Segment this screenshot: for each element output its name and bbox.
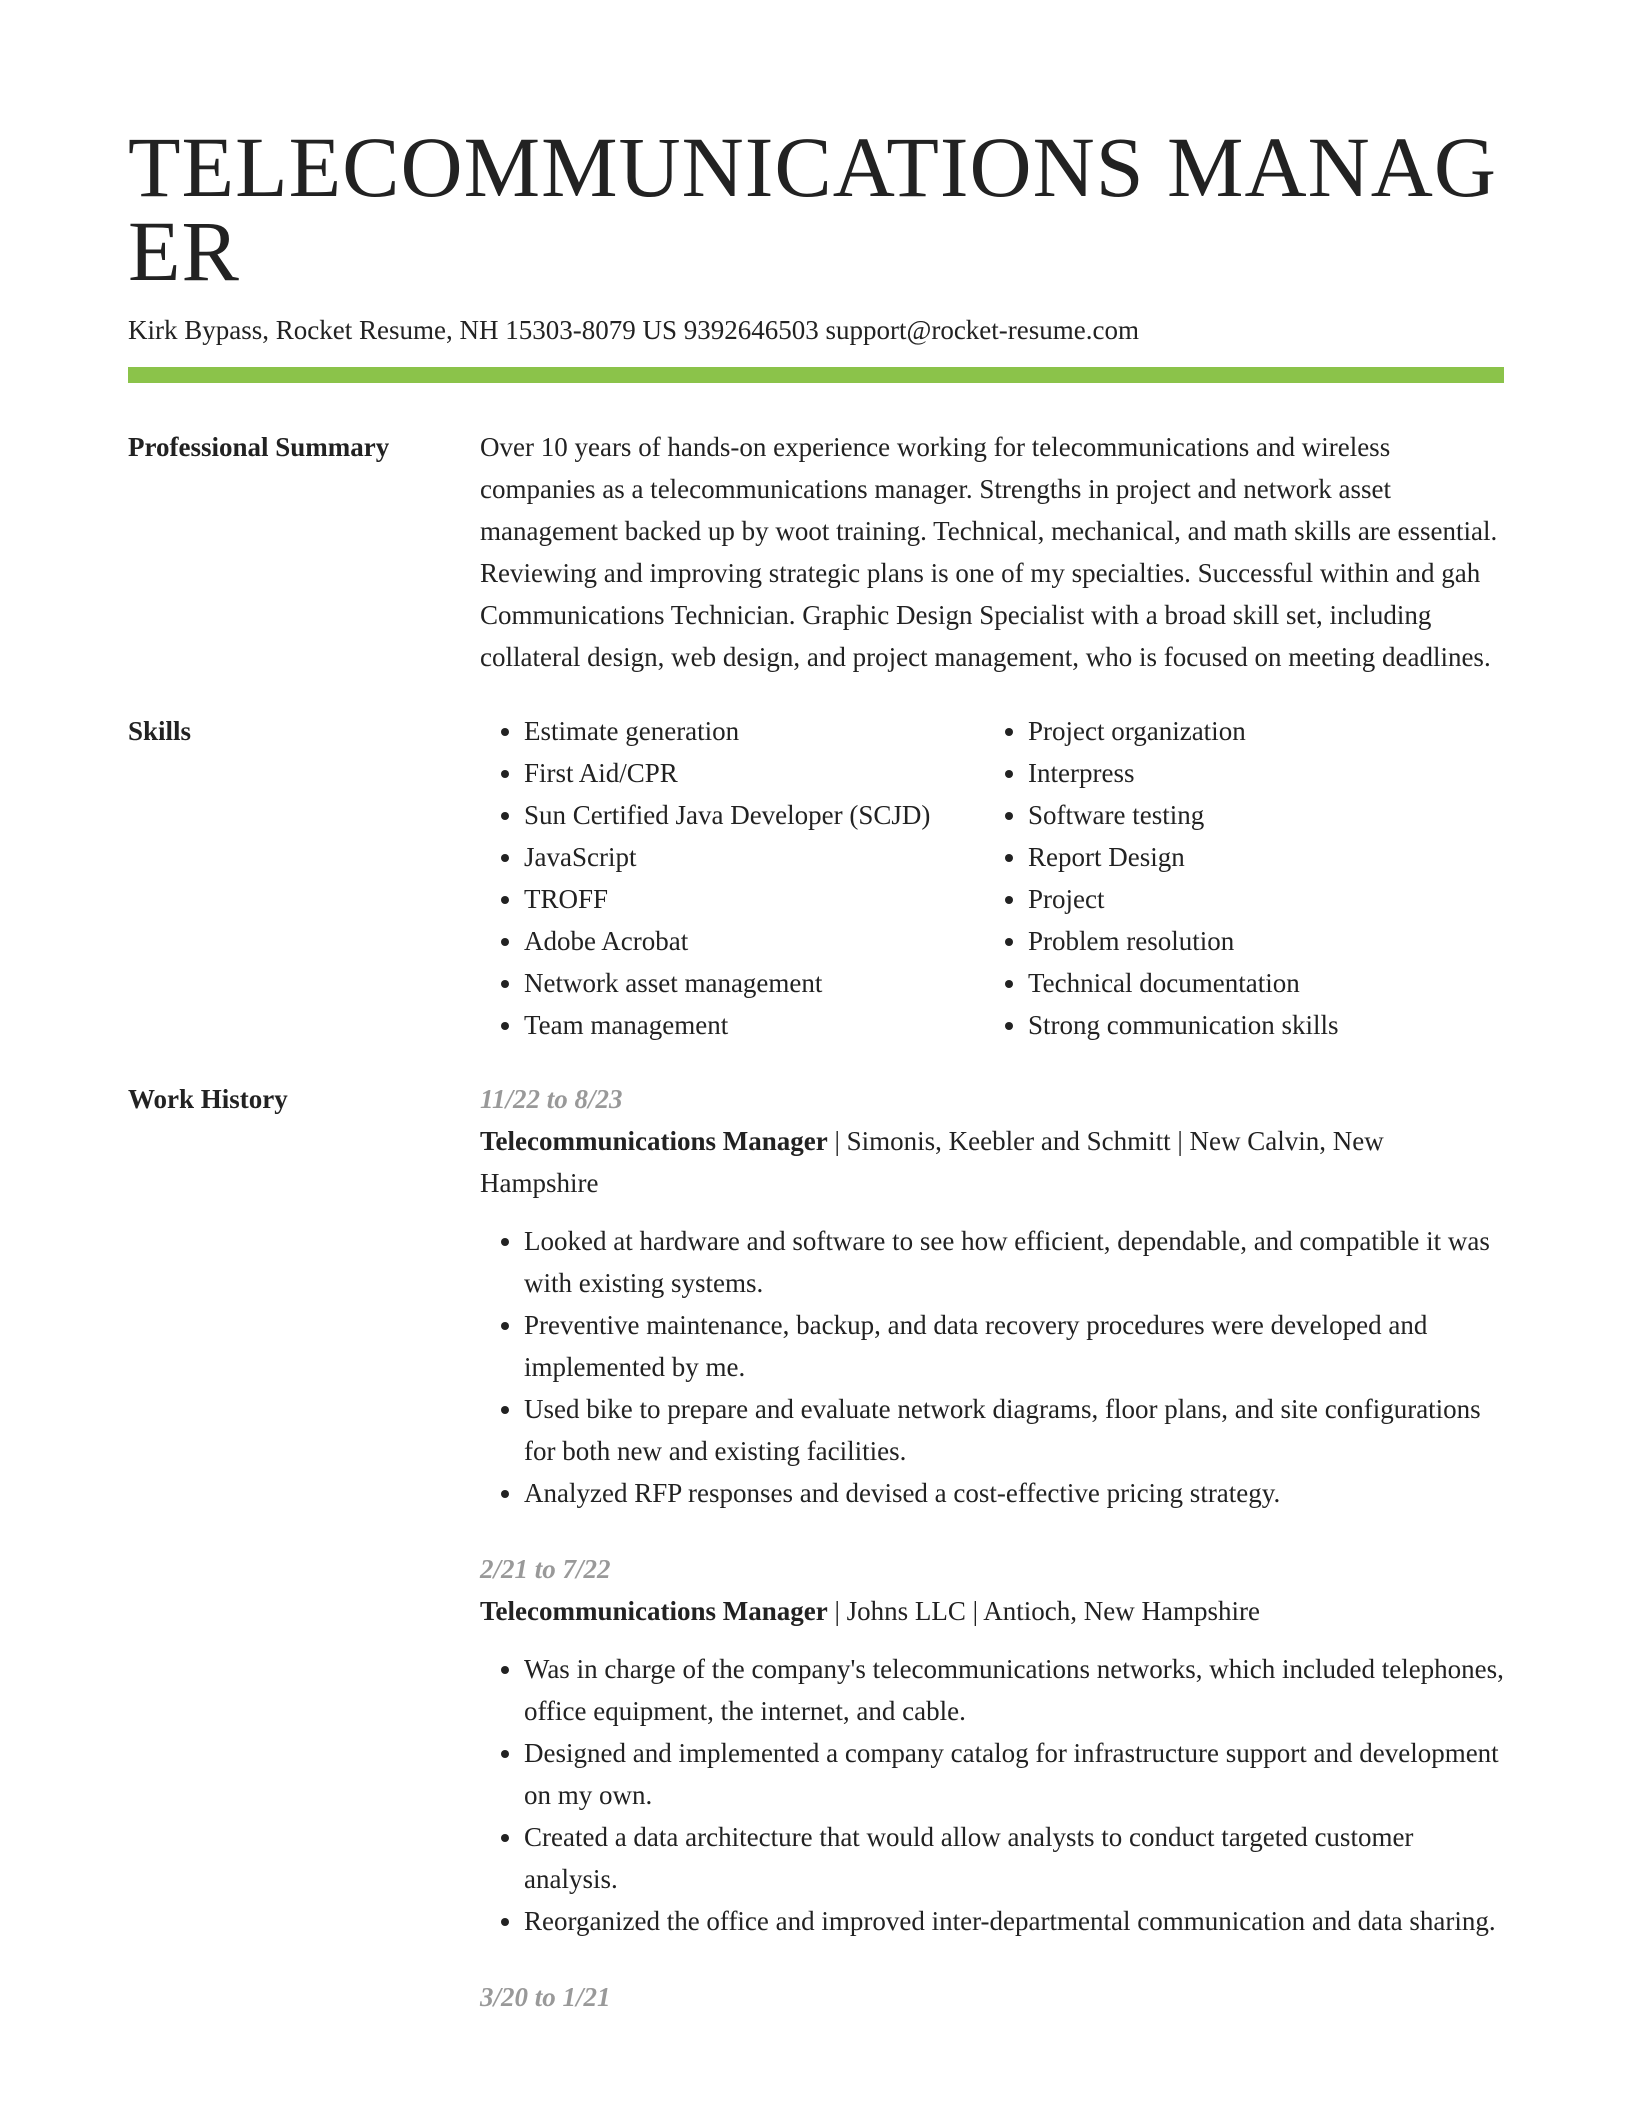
skill-item: • Team management — [524, 1004, 984, 1046]
job-date: 2/21 to 7/22 — [480, 1554, 611, 1584]
skills-label: Skills — [128, 716, 192, 746]
contact-address: Kirk Bypass, Rocket Resume, NH 15303-8079 US — [128, 315, 677, 345]
summary-text: Over 10 years of hands-on experience working for telecommunications and wireless companies as a telecommunications manager. Strengths in project and network asset management backed up by woot training. Technical, mechanical, and math skills are essential. Reviewing and improving strategic plans is one of my specialties. Successful within and gah Communications Technician. Graphic Design Specialist with a broad skill set, including collateral design, web design, and project management, who is focused on meeting deadlines. — [480, 432, 1498, 672]
job-date: 11/22 to 8/23 — [480, 1084, 623, 1114]
contact-phone: 9392646503 — [683, 315, 819, 345]
job-details: | Johns LLC | Antioch, New Hampshire — [827, 1596, 1260, 1626]
work-history-body — [480, 1078, 1504, 2018]
job-bullet: • Created a data architecture that would allow analysts to conduct targeted customer analysis. — [524, 1816, 1504, 1900]
skills-columns — [480, 710, 1504, 1046]
job-bullet: • Designed and implemented a company catalog for infrastructure support and development on my own. — [524, 1732, 1504, 1816]
job-title: Telecommunications Manager — [480, 1596, 828, 1626]
skills-column-1 — [480, 710, 984, 1046]
skills-section — [128, 710, 1504, 1046]
job-details: | Simonis, Keebler and Schmitt | New Calvin, New Hampshire — [480, 1126, 1384, 1198]
skill-item: • Project organization — [1028, 710, 1504, 752]
work-history-section — [128, 1078, 1504, 2018]
skills-column-2 — [984, 710, 1504, 1046]
skill-item: • Estimate generation — [524, 710, 984, 752]
contact-email: support@rocket-resume.com — [825, 315, 1139, 345]
job-bullets — [480, 1648, 1504, 1942]
job-entry — [480, 1078, 1504, 1514]
job-entry — [480, 1976, 1504, 2018]
skill-item: • Problem resolution — [1028, 920, 1504, 962]
job-date: 3/20 to 1/21 — [480, 1982, 611, 2012]
skill-item: • Adobe Acrobat — [524, 920, 984, 962]
skill-item: • Strong communication skills — [1028, 1004, 1504, 1046]
skill-item: • JavaScript — [524, 836, 984, 878]
job-heading — [480, 1590, 1504, 1632]
work-history-label: Work History — [128, 1084, 288, 1114]
contact-line — [128, 313, 1504, 347]
job-bullet: • Preventive maintenance, backup, and data recovery procedures were developed and implemented by me. — [524, 1304, 1504, 1388]
candidate-name: TELECOMMUNICATIONS MANAGER — [128, 119, 1497, 299]
job-bullet: • Was in charge of the company's telecommunications networks, which included telephones, office equipment, the internet, and cable. — [524, 1648, 1504, 1732]
header-divider — [128, 367, 1504, 383]
job-bullet: • Reorganized the office and improved inter-departmental communication and data sharing. — [524, 1900, 1504, 1942]
skill-item: • Software testing — [1028, 794, 1504, 836]
job-bullet: • Looked at hardware and software to see how efficient, dependable, and compatible it was with existing systems. — [524, 1220, 1504, 1304]
skill-item: • Project — [1028, 878, 1504, 920]
summary-section — [128, 426, 1504, 678]
skill-item: • Interpress — [1028, 752, 1504, 794]
job-bullet: • Used bike to prepare and evaluate network diagrams, floor plans, and site configurations for both new and existing facilities. — [524, 1388, 1504, 1472]
skill-item: • Sun Certified Java Developer (SCJD) — [524, 794, 984, 836]
job-bullets — [480, 1220, 1504, 1514]
skill-item: • Report Design — [1028, 836, 1504, 878]
summary-label: Professional Summary — [128, 432, 390, 462]
job-heading — [480, 1120, 1504, 1204]
skill-item: • First Aid/CPR — [524, 752, 984, 794]
job-title: Telecommunications Manager — [480, 1126, 828, 1156]
job-bullet: • Analyzed RFP responses and devised a cost-effective pricing strategy. — [524, 1472, 1504, 1514]
skill-item: • Network asset management — [524, 962, 984, 1004]
skill-item: • Technical documentation — [1028, 962, 1504, 1004]
job-entry — [480, 1548, 1504, 1942]
skill-item: • TROFF — [524, 878, 984, 920]
